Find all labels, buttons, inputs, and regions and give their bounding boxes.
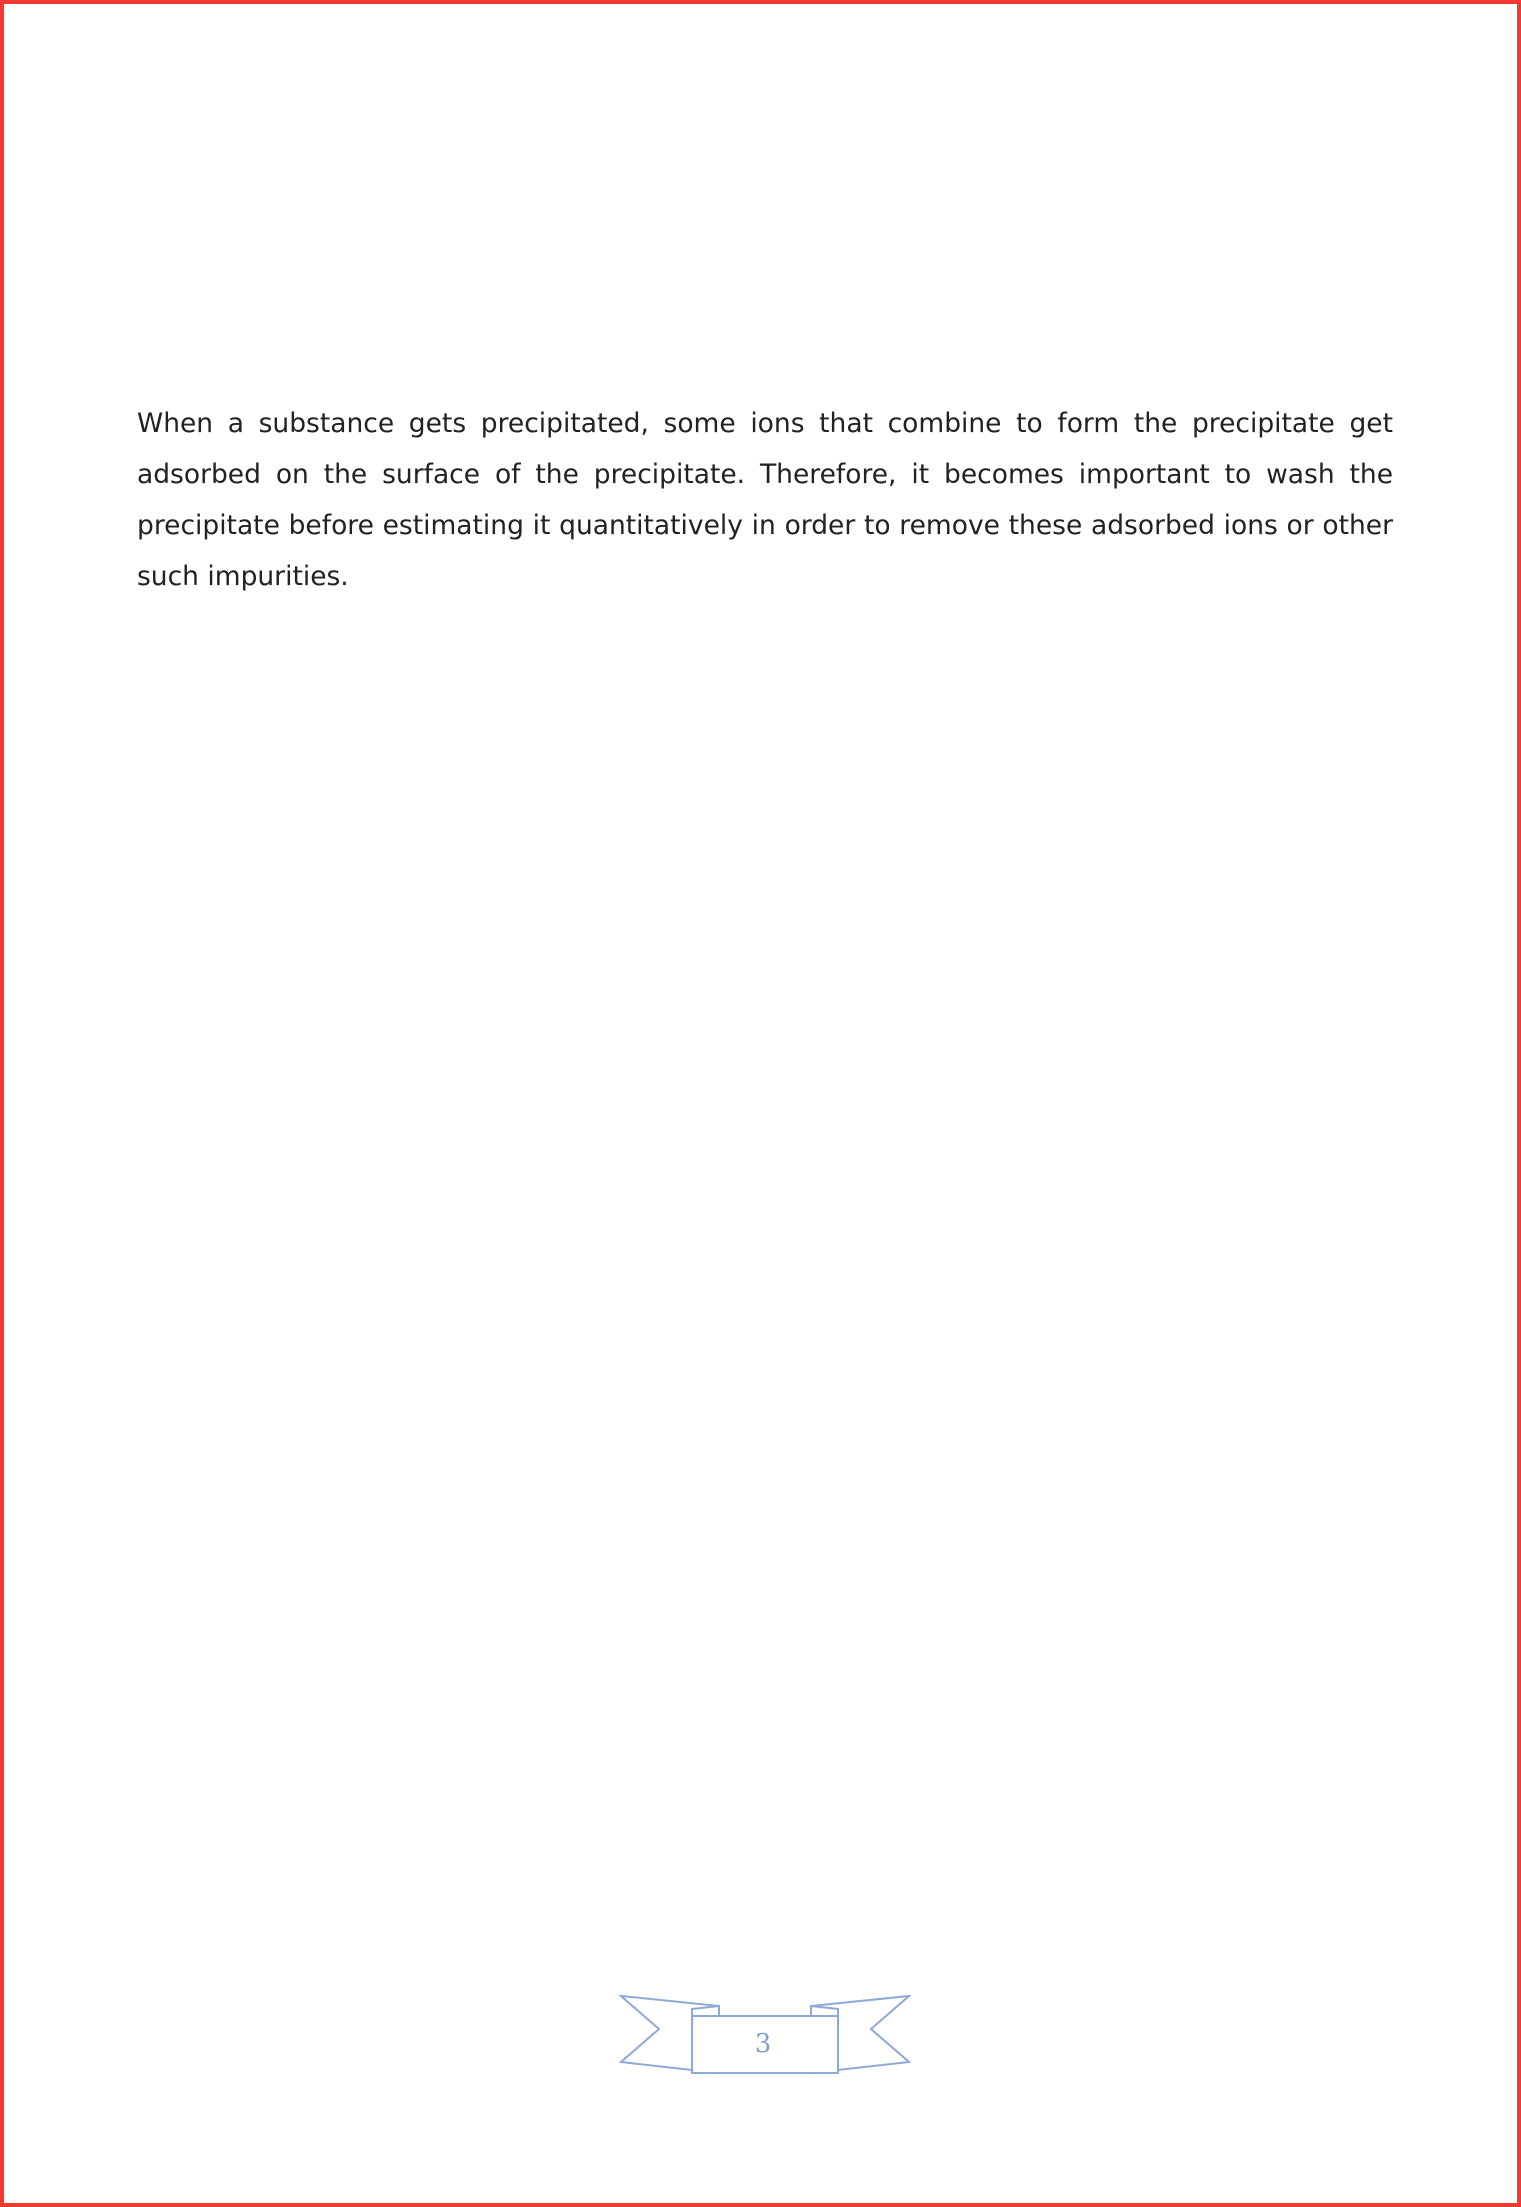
body-paragraph: When a substance gets precipitated, some ions that combine to form the precipitate get adsorbed on the surface of the precipitate. Therefore, it becomes important to wash the precipitate before estimating it quantitatively in order to remove these adsorbed ions or other such impurities.	[137, 408, 1393, 592]
page-number: 3	[754, 2029, 772, 2059]
